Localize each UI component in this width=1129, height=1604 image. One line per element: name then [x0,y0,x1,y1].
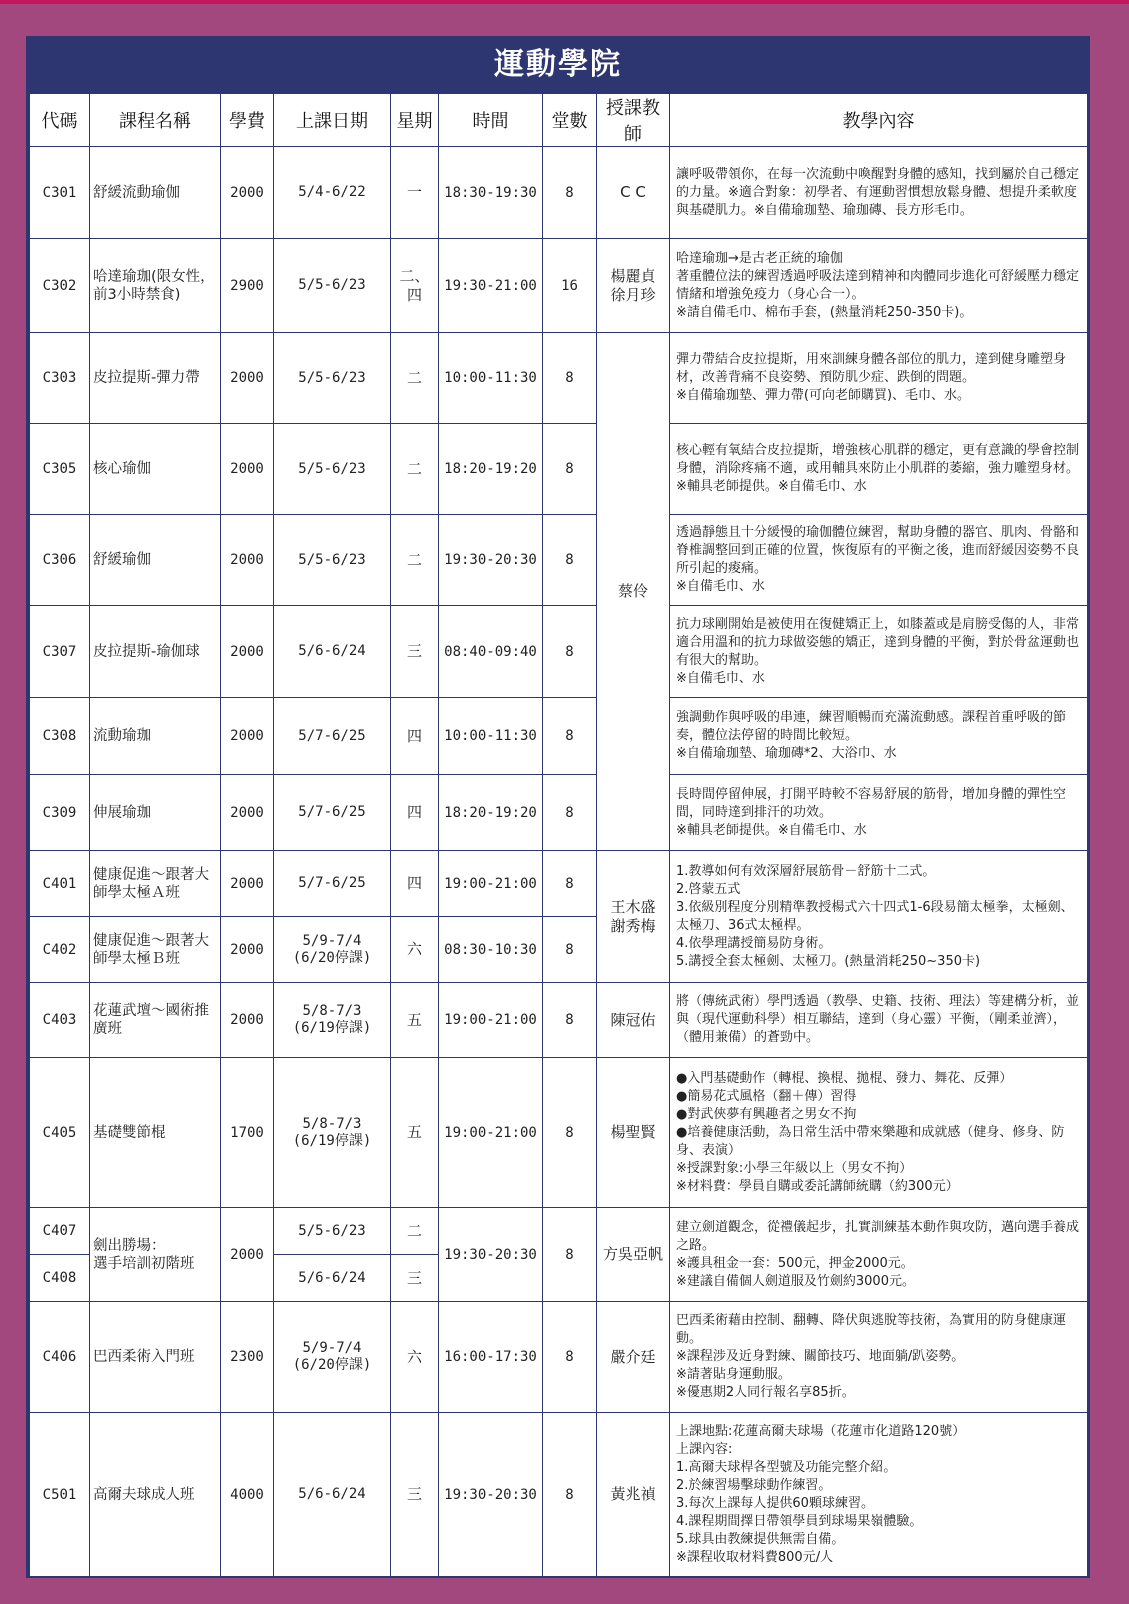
course-name: 健康促進～跟著大師學太極Ａ班 [90,851,221,917]
course-time: 19:00-21:00 [439,851,543,917]
course-dates: 5/8-7/3 (6/19停課) [274,983,391,1058]
course-code: C302 [30,239,90,333]
header-dates: 上課日期 [274,94,391,147]
course-code: C309 [30,775,90,851]
course-code: C406 [30,1302,90,1413]
course-code: C407 [30,1208,90,1255]
course-weekday: 二 [391,424,439,515]
course-weekday: 六 [391,917,439,983]
course-content: 核心輕有氧結合皮拉提斯，增強核心肌群的穩定，更有意識的學會控制身體，消除疼痛不適，或用輔具來防止小肌群的萎縮，強力雕塑身材。 ※輔具老師提供。※自備毛巾、水 [670,424,1088,515]
course-fee: 2000 [221,983,274,1058]
page-title: 運動學院 [494,47,622,82]
course-weekday: 四 [391,775,439,851]
course-sessions: 16 [543,239,597,333]
course-weekday: 五 [391,983,439,1058]
course-code: C307 [30,606,90,698]
course-weekday: 二、四 [391,239,439,333]
course-dates: 5/7-6/25 [274,851,391,917]
course-name: 皮拉提斯-彈力帶 [90,333,221,424]
course-sessions: 8 [543,1058,597,1208]
course-weekday: 四 [391,698,439,775]
course-time: 19:30-20:30 [439,1413,543,1577]
course-dates: 5/5-6/23 [274,515,391,606]
course-dates: 5/7-6/25 [274,775,391,851]
course-content: 長時間停留伸展，打開平時較不容易舒展的筋骨，增加身體的彈性空間，同時達到排汗的功效。 ※輔具老師提供。※自備毛巾、水 [670,775,1088,851]
course-teacher: 楊聖賢 [597,1058,670,1208]
course-time: 18:30-19:30 [439,147,543,239]
course-sessions: 8 [543,606,597,698]
course-code: C305 [30,424,90,515]
course-teacher: 蔡伶 [597,333,670,851]
header-fee: 學費 [221,94,274,147]
course-fee: 2900 [221,239,274,333]
course-sessions: 8 [543,983,597,1058]
course-dates: 5/9-7/4 (6/20停課) [274,917,391,983]
course-fee: 2300 [221,1302,274,1413]
course-fee: 2000 [221,606,274,698]
course-name: 巴西柔術入門班 [90,1302,221,1413]
course-time: 18:20-19:20 [439,775,543,851]
course-teacher: 楊麗貞 徐月珍 [597,239,670,333]
top-accent-strip [0,0,1129,4]
course-weekday: 四 [391,851,439,917]
header-code: 代碼 [30,94,90,147]
course-content: ●入門基礎動作（轉棍、換棍、拋棍、發力、舞花、反彈） ●簡易花式風格（翻＋傳）習得 ●對武俠夢有興趣者之男女不拘 ●培養健康活動，為日常生活中帶來樂趣和成就感（健身、修身、防身、表演） ※授課對象:小學三年級以上（男女不拘） ※材料費：學員自購或委託講師統購（約300元） [670,1058,1088,1208]
course-time: 18:20-19:20 [439,424,543,515]
course-sessions: 8 [543,515,597,606]
course-fee: 2000 [221,775,274,851]
course-weekday: 三 [391,1255,439,1302]
table-row [30,147,1088,239]
course-time: 19:30-20:30 [439,515,543,606]
course-code: C403 [30,983,90,1058]
header-teacher: 授課教師 [597,94,670,147]
course-fee: 2000 [221,147,274,239]
course-content: 1.教導如何有效深層舒展筋骨－舒筋十二式。 2.啓蒙五式 3.依級別程度分別精準教授楊式六十四式1-6段易簡太極拳，太極劍、太極刀、36式太極桿。 4.依學理講授簡易防身術。 5.講授全套太極劍、太極刀。(熱量消耗250~350卡) [670,851,1088,983]
course-content: 巴西柔術藉由控制、翻轉、降伏與逃脫等技術，為實用的防身健康運動。 ※課程涉及近身對練、關節技巧、地面躺/趴姿勢。 ※請著貼身運動服。 ※優惠期2人同行報名享85折。 [670,1302,1088,1413]
table-row [30,1302,1088,1413]
course-weekday: 二 [391,1208,439,1255]
course-sessions: 8 [543,424,597,515]
course-fee: 4000 [221,1413,274,1577]
course-dates: 5/9-7/4 (6/20停課) [274,1302,391,1413]
header-sessions: 堂數 [543,94,597,147]
course-dates: 5/4-6/22 [274,147,391,239]
course-teacher: 王木盛 謝秀梅 [597,851,670,983]
course-name: 哈達瑜珈(限女性，前3小時禁食) [90,239,221,333]
course-content: 上課地點:花蓮高爾夫球場（花蓮市化道路120號） 上課內容: 1.高爾夫球桿各型號及功能完整介紹。 2.於練習場擊球動作練習。 3.每次上課每人提供60顆球練習。 4.課程期間擇日帶領學員到球場果嶺體驗。 5.球具由教練提供無需自備。 ※課程收取材料費800元/人 [670,1413,1088,1577]
course-sessions: 8 [543,333,597,424]
course-time: 19:00-21:00 [439,1058,543,1208]
course-name: 基礎雙節棍 [90,1058,221,1208]
course-time: 10:00-11:30 [439,698,543,775]
course-name: 舒緩流動瑜伽 [90,147,221,239]
course-weekday: 一 [391,147,439,239]
table-row [30,1208,1088,1255]
schedule-panel [26,36,1090,1578]
course-sessions: 8 [543,1208,597,1302]
header-row [30,94,1088,147]
course-code: C303 [30,333,90,424]
course-content: 將（傳統武術）學門透過（教學、史籍、技術、理法）等建構分析，並與（現代運動科學）相互聯結，達到（身心靈）平衡，（剛柔並濟），（體用兼備）的蒼勁中。 [670,983,1088,1058]
course-fee: 1700 [221,1058,274,1208]
course-content: 建立劍道觀念，從禮儀起步，扎實訓練基本動作與攻防，邁向選手養成之路。 ※護具租金一套：500元，押金2000元。 ※建議自備個人劍道服及竹劍約3000元。 [670,1208,1088,1302]
course-weekday: 三 [391,1413,439,1577]
course-sessions: 8 [543,851,597,917]
course-fee: 2000 [221,424,274,515]
course-time: 10:00-11:30 [439,333,543,424]
course-name: 伸展瑜珈 [90,775,221,851]
course-content: 抗力球剛開始是被使用在復健矯正上，如膝蓋或是肩膀受傷的人，非常適合用溫和的抗力球做姿態的矯正，達到身體的平衡，對於骨盆運動也有很大的幫助。 ※自備毛巾、水 [670,606,1088,698]
course-content: 強調動作與呼吸的串連，練習順暢而充滿流動感。課程首重呼吸的節奏，體位法停留的時間比較短。 ※自備瑜珈墊、瑜珈磚*2、大浴巾、水 [670,698,1088,775]
course-teacher: 黃兆禎 [597,1413,670,1577]
course-weekday: 六 [391,1302,439,1413]
course-name: 花蓮武壇～國術推廣班 [90,983,221,1058]
course-fee: 2000 [221,851,274,917]
table-row [30,424,1088,515]
course-sessions: 8 [543,917,597,983]
course-fee: 2000 [221,1208,274,1302]
course-content: 彈力帶結合皮拉提斯，用來訓練身體各部位的肌力，達到健身雕塑身材，改善背痛不良姿勢、預防肌少症、跌倒的問題。 ※自備瑜珈墊、彈力帶(可向老師購買)、毛巾、水。 [670,333,1088,424]
course-code: C306 [30,515,90,606]
course-time: 08:30-10:30 [439,917,543,983]
course-code: C308 [30,698,90,775]
course-table [29,93,1088,1577]
course-fee: 2000 [221,698,274,775]
course-weekday: 三 [391,606,439,698]
course-dates: 5/5-6/23 [274,333,391,424]
header-weekday: 星期 [391,94,439,147]
course-weekday: 五 [391,1058,439,1208]
course-dates: 5/6-6/24 [274,1255,391,1302]
course-content: 哈達瑜珈→是古老正統的瑜伽 著重體位法的練習透過呼吸法達到精神和肉體同步進化可舒緩壓力穩定情緒和增強免疫力（身心合一）。 ※請自備毛巾、棉布手套，(熱量消耗250-350卡)。 [670,239,1088,333]
course-name: 健康促進～跟著大師學太極Ｂ班 [90,917,221,983]
course-name: 流動瑜珈 [90,698,221,775]
course-name: 皮拉提斯-瑜伽球 [90,606,221,698]
course-sessions: 8 [543,147,597,239]
course-code: C501 [30,1413,90,1577]
course-teacher: 方吳亞帆 [597,1208,670,1302]
course-name: 劍出勝場： 選手培訓初階班 [90,1208,221,1302]
course-fee: 2000 [221,333,274,424]
table-row [30,515,1088,606]
course-time: 19:30-21:00 [439,239,543,333]
table-row [30,775,1088,851]
table-row [30,1058,1088,1208]
course-time: 08:40-09:40 [439,606,543,698]
course-name: 核心瑜伽 [90,424,221,515]
header-time: 時間 [439,94,543,147]
course-content: 讓呼吸帶領你，在每一次流動中喚醒對身體的感知，找到屬於自己穩定的力量。※適合對象：初學者、有運動習慣想放鬆身體、想提升柔軟度與基礎肌力。※自備瑜珈墊、瑜珈磚、長方形毛巾。 [670,147,1088,239]
table-row [30,1413,1088,1577]
course-dates: 5/6-6/24 [274,1413,391,1577]
course-teacher: 嚴介廷 [597,1302,670,1413]
course-fee: 2000 [221,917,274,983]
course-sessions: 8 [543,775,597,851]
course-content: 透過靜態且十分緩慢的瑜伽體位練習，幫助身體的器官、肌肉、骨骼和脊椎調整回到正確的位置，恢復原有的平衡之後，進而舒緩因姿勢不良所引起的痠痛。 ※自備毛巾、水 [670,515,1088,606]
course-code: C401 [30,851,90,917]
header-name: 課程名稱 [90,94,221,147]
course-dates: 5/5-6/23 [274,239,391,333]
course-code: C301 [30,147,90,239]
course-sessions: 8 [543,1413,597,1577]
course-time: 16:00-17:30 [439,1302,543,1413]
course-time: 19:00-21:00 [439,983,543,1058]
course-sessions: 8 [543,1302,597,1413]
course-dates: 5/8-7/3 (6/19停課) [274,1058,391,1208]
course-dates: 5/7-6/25 [274,698,391,775]
table-row [30,698,1088,775]
course-teacher: 陳冠佑 [597,983,670,1058]
course-code: C405 [30,1058,90,1208]
course-sessions: 8 [543,698,597,775]
table-row [30,333,1088,424]
course-code: C408 [30,1255,90,1302]
course-dates: 5/6-6/24 [274,606,391,698]
course-teacher: C C [597,147,670,239]
course-name: 高爾夫球成人班 [90,1413,221,1577]
table-row [30,239,1088,333]
course-weekday: 二 [391,333,439,424]
table-row [30,606,1088,698]
course-weekday: 二 [391,515,439,606]
course-time: 19:30-20:30 [439,1208,543,1302]
table-row [30,851,1088,917]
course-code: C402 [30,917,90,983]
course-name: 舒緩瑜伽 [90,515,221,606]
course-dates: 5/5-6/23 [274,1208,391,1255]
course-fee: 2000 [221,515,274,606]
table-row [30,983,1088,1058]
header-content: 教學內容 [670,94,1088,147]
course-dates: 5/5-6/23 [274,424,391,515]
